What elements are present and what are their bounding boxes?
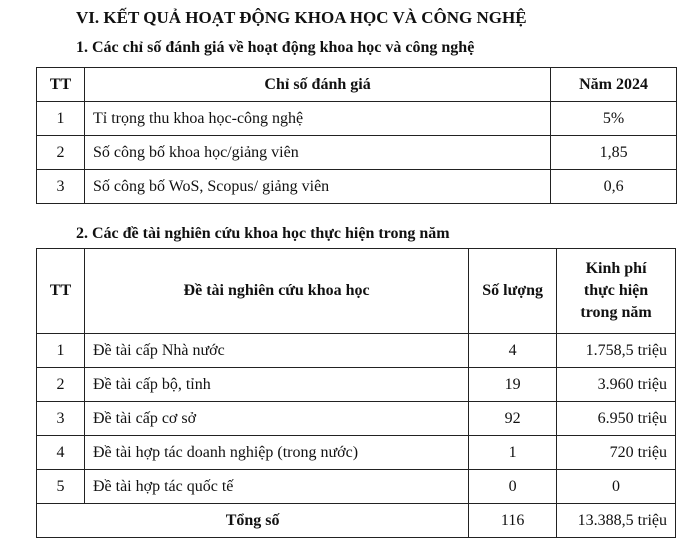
indicator-value: 0,6 <box>551 170 677 204</box>
indicator-name: Số công bố WoS, Scopus/ giảng viên <box>84 170 550 204</box>
indicators-heading: 1. Các chỉ số đánh giá về hoạt động khoa học và công nghệ <box>76 39 475 56</box>
indicators-table <box>36 67 677 204</box>
indicator-value: 1,85 <box>551 136 677 170</box>
total-row <box>37 504 676 538</box>
row-number: 4 <box>37 436 85 470</box>
indicator-name: Số công bố khoa học/giảng viên <box>84 136 550 170</box>
column-header: TT <box>37 249 85 334</box>
project-name: Đề tài hợp tác doanh nghiệp (trong nước) <box>84 436 468 470</box>
project-name: Đề tài cấp bộ, tỉnh <box>84 368 468 402</box>
column-header: Đề tài nghiên cứu khoa học <box>84 249 468 334</box>
row-number: 2 <box>37 136 85 170</box>
row-number: 1 <box>37 334 85 368</box>
column-header: Kinh phí thực hiện trong năm <box>557 249 676 334</box>
section-title: VI. KẾT QUẢ HOẠT ĐỘNG KHOA HỌC VÀ CÔNG NGHỆ <box>76 8 527 27</box>
project-budget: 6.950 triệu <box>557 402 676 436</box>
table-row <box>37 102 677 136</box>
project-count: 92 <box>469 402 557 436</box>
projects-table <box>36 248 676 538</box>
row-number: 5 <box>37 470 85 504</box>
column-header: Năm 2024 <box>551 68 677 102</box>
project-count: 4 <box>469 334 557 368</box>
project-name: Đề tài hợp tác quốc tế <box>84 470 468 504</box>
indicator-name: Tỉ trọng thu khoa học-công nghệ <box>84 102 550 136</box>
table-header-row <box>37 249 676 334</box>
total-count: 116 <box>469 504 557 538</box>
row-number: 2 <box>37 368 85 402</box>
table-row <box>37 136 677 170</box>
project-budget: 0 <box>557 470 676 504</box>
project-name: Đề tài cấp Nhà nước <box>84 334 468 368</box>
total-budget: 13.388,5 triệu <box>557 504 676 538</box>
table-row <box>37 170 677 204</box>
column-header: TT <box>37 68 85 102</box>
project-count: 0 <box>469 470 557 504</box>
project-count: 1 <box>469 436 557 470</box>
project-budget: 720 triệu <box>557 436 676 470</box>
table-row <box>37 436 676 470</box>
table-row <box>37 470 676 504</box>
row-number: 1 <box>37 102 85 136</box>
total-label: Tổng số <box>37 504 469 538</box>
column-header: Số lượng <box>469 249 557 334</box>
row-number: 3 <box>37 402 85 436</box>
column-header: Chỉ số đánh giá <box>84 68 550 102</box>
project-name: Đề tài cấp cơ sở <box>84 402 468 436</box>
row-number: 3 <box>37 170 85 204</box>
projects-heading: 2. Các đề tài nghiên cứu khoa học thực hiện trong năm <box>76 225 450 242</box>
table-row <box>37 368 676 402</box>
project-count: 19 <box>469 368 557 402</box>
table-row <box>37 334 676 368</box>
indicator-value: 5% <box>551 102 677 136</box>
table-row <box>37 402 676 436</box>
table-header-row <box>37 68 677 102</box>
project-budget: 3.960 triệu <box>557 368 676 402</box>
project-budget: 1.758,5 triệu <box>557 334 676 368</box>
